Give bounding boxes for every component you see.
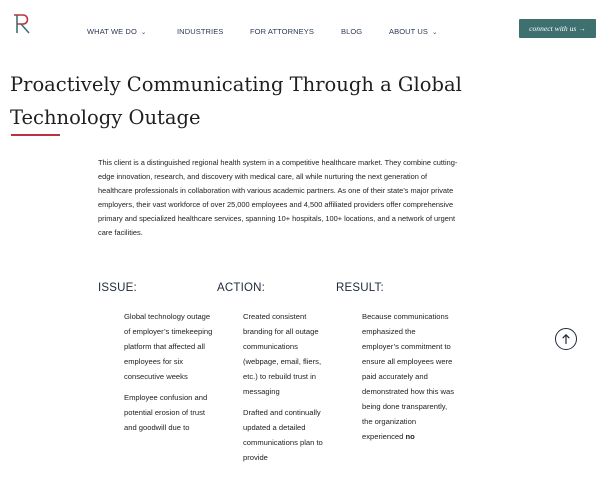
action-heading: ACTION: xyxy=(217,282,266,294)
issue-paragraph: Employee confusion and potential erosion of trust and goodwill due to xyxy=(124,393,208,432)
action-column xyxy=(243,309,335,471)
nav-blog[interactable] xyxy=(341,27,362,36)
title-accent-divider xyxy=(11,134,60,136)
issue-column xyxy=(124,309,216,441)
scroll-to-top-button[interactable] xyxy=(555,328,577,350)
page-title: Proactively Communicating Through a Global Technology Outage xyxy=(10,73,462,129)
site-header xyxy=(0,0,603,62)
chevron-down-icon: ⌄ xyxy=(432,29,438,36)
nav-about-us[interactable] xyxy=(389,27,438,36)
arrow-up-icon xyxy=(556,329,576,349)
nav-industries[interactable] xyxy=(177,27,223,36)
nav-label: FOR ATTORNEYS xyxy=(250,27,314,36)
logo-r-icon[interactable] xyxy=(12,13,34,35)
result-text: Because communications emphasized the employer’s commitment to ensure all employees were paid accurately and demonstrated how this was being done transparently, the organization experienced xyxy=(362,312,455,441)
action-paragraph: Drafted and continually updated a detailed communications plan to provide xyxy=(243,408,323,462)
result-paragraph xyxy=(362,309,454,444)
chevron-down-icon: ⌄ xyxy=(140,29,147,36)
nav-label: WHAT WE DO xyxy=(87,27,137,36)
issue-paragraph: Global technology outage of employer’s timekeeping platform that affected all employees for six consecutive weeks xyxy=(124,312,213,381)
nav-label: BLOG xyxy=(341,27,363,36)
nav-label: ABOUT US xyxy=(389,27,429,36)
nav-label: INDUSTRIES xyxy=(177,27,224,36)
result-column xyxy=(362,309,454,450)
action-paragraph: Created consistent branding for all outage communications (webpage, email, fliers, etc.) to rebuild trust in messaging xyxy=(243,312,322,396)
result-heading: RESULT: xyxy=(336,282,384,294)
issue-heading: ISSUE: xyxy=(98,282,137,294)
nav-what-we-do[interactable] xyxy=(87,27,146,36)
result-bold-text: no xyxy=(405,432,415,441)
nav-for-attorneys[interactable] xyxy=(250,27,314,36)
client-intro: This client is a distinguished regional health system in a competitive healthcare market. They combine cutting-edge innovation, research, and discovery with medical care, all while nurturing the next generation of healthcare professionals in collaboration with various academic partners. As one of their state’s major private employers, their vast workforce of over 25,000 employees and 4,500 affiliated providers offer comprehensive primary and specialized healthcare services, spanning 10+ hospitals, 100+ locations, and a network of urgent care facilities. xyxy=(98,158,458,237)
connect-with-us-button[interactable]: connect with us → xyxy=(519,19,596,38)
